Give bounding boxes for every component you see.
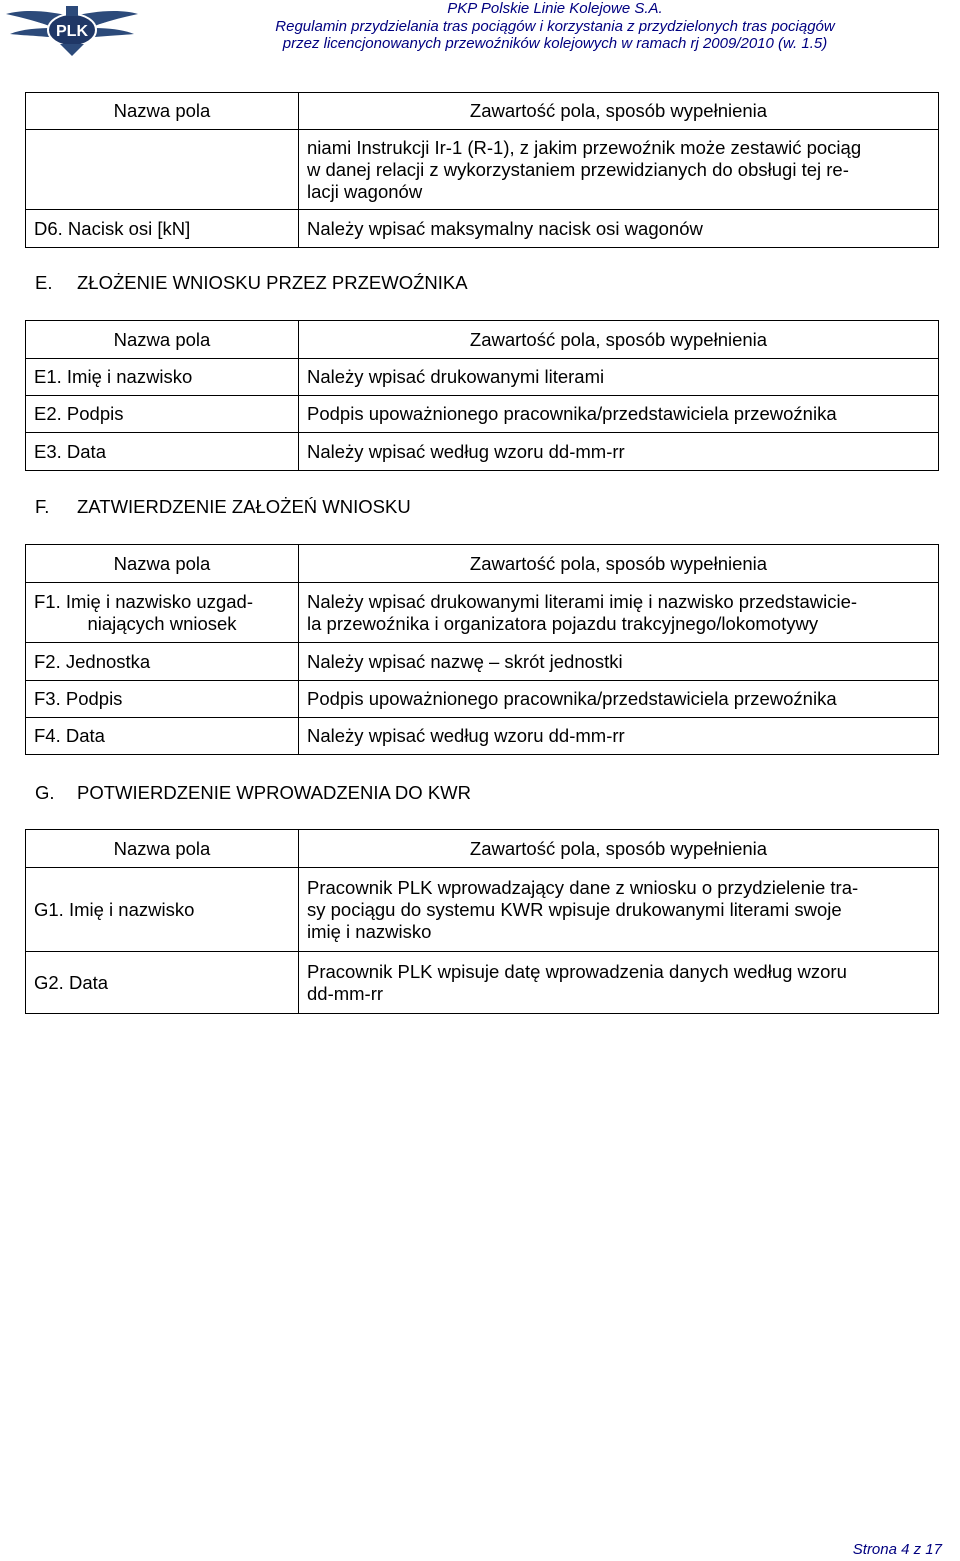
col-header-name: Nazwa pola bbox=[26, 321, 299, 359]
text-line: la przewoźnika i organizatora pojazdu trakcyjnego/lokomotywy bbox=[307, 612, 819, 634]
content-cell bbox=[299, 952, 939, 1014]
header-text bbox=[150, 0, 960, 53]
table-header-row bbox=[26, 321, 939, 359]
name-cell: G2. Data bbox=[26, 952, 299, 1014]
col-header-name: Nazwa pola bbox=[26, 545, 299, 583]
content-cell: Należy wpisać według wzoru dd-mm-rr bbox=[299, 433, 939, 471]
name-cell: E3. Data bbox=[26, 433, 299, 471]
table-row bbox=[26, 681, 939, 718]
name-cell: E2. Podpis bbox=[26, 396, 299, 433]
section-heading-g bbox=[35, 782, 471, 804]
name-cell bbox=[26, 583, 299, 643]
table-row-f1 bbox=[26, 583, 939, 643]
page-header bbox=[0, 0, 960, 64]
header-company: PKP Polskie Linie Kolejowe S.A. bbox=[447, 0, 663, 17]
table-row bbox=[26, 718, 939, 755]
table-header-row bbox=[26, 830, 939, 868]
table-row-g1 bbox=[26, 868, 939, 952]
table-section-f bbox=[25, 544, 939, 755]
name-cell-empty bbox=[26, 130, 299, 210]
text-line: niających wniosek bbox=[87, 612, 237, 634]
content-cell: Należy wpisać nazwę – skrót jednostki bbox=[299, 643, 939, 681]
logo-text: PLK bbox=[56, 23, 88, 40]
plk-logo bbox=[2, 2, 142, 60]
table-section-e bbox=[25, 320, 939, 471]
content-cell: Należy wpisać drukowanymi literami bbox=[299, 359, 939, 396]
section-heading-f bbox=[35, 496, 411, 518]
content-cell: Należy wpisać maksymalny nacisk osi wagonów bbox=[299, 210, 939, 248]
content-cell bbox=[299, 583, 939, 643]
table-row bbox=[26, 130, 939, 210]
table-row bbox=[26, 396, 939, 433]
table-row-g2 bbox=[26, 952, 939, 1014]
content-cell: Podpis upoważnionego pracownika/przedstawiciela przewoźnika bbox=[299, 681, 939, 718]
name-cell: F4. Data bbox=[26, 718, 299, 755]
table-section-g bbox=[25, 829, 939, 1014]
section-heading-e bbox=[35, 272, 468, 294]
table-header-row bbox=[26, 545, 939, 583]
name-cell: F3. Podpis bbox=[26, 681, 299, 718]
text-line: F1. Imię i nazwisko uzgad- bbox=[34, 590, 254, 612]
content-cell bbox=[299, 868, 939, 952]
header-line2: przez licencjonowanych przewoźników kolejowych w ramach rj 2009/2010 (w. 1.5) bbox=[282, 35, 828, 52]
table-row bbox=[26, 643, 939, 681]
section-title: ZŁOŻENIE WNIOSKU PRZEZ PRZEWOŹNIKA bbox=[77, 272, 468, 293]
content-cell bbox=[299, 130, 939, 210]
text-line: sy pociągu do systemu KWR wpisuje drukowanymi literami swoje bbox=[307, 898, 842, 920]
section-title: ZATWIERDZENIE ZAŁOŻEŃ WNIOSKU bbox=[77, 496, 411, 517]
col-header-name: Nazwa pola bbox=[26, 830, 299, 868]
text-line: Należy wpisać drukowanymi literami imię i nazwisko przedstawicie- bbox=[307, 590, 858, 612]
text-line: imię i nazwisko bbox=[307, 920, 432, 942]
name-cell: E1. Imię i nazwisko bbox=[26, 359, 299, 396]
text-line: niami Instrukcji Ir-1 (R-1), z jakim przewoźnik może zestawić pociąg bbox=[307, 136, 862, 158]
content-cell: Należy wpisać według wzoru dd-mm-rr bbox=[299, 718, 939, 755]
col-header-content: Zawartość pola, sposób wypełnienia bbox=[299, 93, 939, 130]
col-header-content: Zawartość pola, sposób wypełnienia bbox=[299, 830, 939, 868]
text-line: Pracownik PLK wprowadzający dane z wniosku o przydzielenie tra- bbox=[307, 876, 859, 898]
col-header-content: Zawartość pola, sposób wypełnienia bbox=[299, 545, 939, 583]
text-line: Pracownik PLK wpisuje datę wprowadzenia danych według wzoru bbox=[307, 960, 847, 982]
section-title: POTWIERDZENIE WPROWADZENIA DO KWR bbox=[77, 782, 471, 803]
section-letter: E. bbox=[35, 272, 53, 293]
section-letter: G. bbox=[35, 782, 55, 803]
name-cell: F2. Jednostka bbox=[26, 643, 299, 681]
name-cell: D6. Nacisk osi [kN] bbox=[26, 210, 299, 248]
table-row-d6 bbox=[26, 210, 939, 248]
table-row bbox=[26, 433, 939, 471]
text-line: w danej relacji z wykorzystaniem przewidzianych do obsługi tej re- bbox=[307, 158, 849, 180]
content-cell: Podpis upoważnionego pracownika/przedstawiciela przewoźnika bbox=[299, 396, 939, 433]
header-line1: Regulamin przydzielania tras pociągów i korzystania z przydzielonych tras pociągów bbox=[275, 17, 835, 35]
col-header-name: Nazwa pola bbox=[26, 93, 299, 130]
col-header-content: Zawartość pola, sposób wypełnienia bbox=[299, 321, 939, 359]
name-cell: G1. Imię i nazwisko bbox=[26, 868, 299, 952]
table-section-d bbox=[25, 92, 939, 248]
page-number: Strona 4 z 17 bbox=[852, 1541, 942, 1558]
section-letter: F. bbox=[35, 496, 50, 517]
text-line: dd-mm-rr bbox=[307, 982, 384, 1004]
table-header-row bbox=[26, 93, 939, 130]
table-row bbox=[26, 359, 939, 396]
text-line: lacji wagonów bbox=[307, 180, 423, 202]
